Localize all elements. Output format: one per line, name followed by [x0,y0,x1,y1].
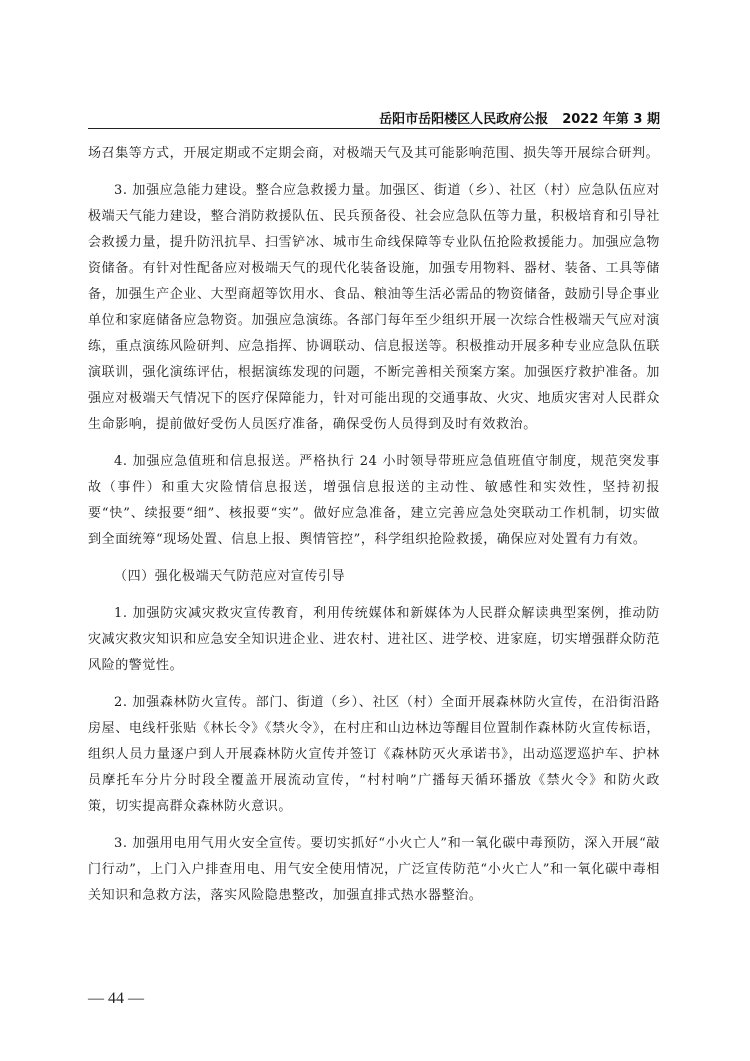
paragraph-item-4: 4. 加强应急值班和信息报送。严格执行 24 小时领导带班应急值班值守制度，规范突发事故（事件）和重大灾险情信息报送，增强信息报送的主动性、敏感性和实效性，坚持初报要“快”、续报要“细”、核报要“实”。做好应急准备，建立完善应急处突联动工作机制，切实做到全面统筹“现场处置、信息上报、舆情管控”，科学组织抢险救援，确保应对处置有力有效。 [88,454,660,547]
page-number: — 44 — [88,990,144,1007]
paragraph-subitem-2: 2. 加强森林防火宣传。部门、街道（乡）、社区（村）全面开展森林防火宣传，在沿街沿路房屋、电线杆张贴《林长令》《禁火令》，在村庄和山边林边等醒目位置制作森林防火宣传标语，组织人员力量逐户到人开展森林防火宣传并签订《森林防灭火承诺书》，出动巡逻巡护车、护林员摩托车分片分时段全覆盖开展流动宣传，“村村响”广播每天循环播放《禁火令》和防火政策，切实提高群众森林防火意识。 [88,695,660,814]
issue-number: 2022 年第 3 期 [562,112,660,127]
paragraph-subitem-3: 3. 加强用电用气用火安全宣传。要切实抓好“小火亡人”和一氧化碳中毒预防，深入开展“敲门行动”，上门入户排查用电、用气安全使用情况，广泛宣传防范“小火亡人”和一氧化碳中毒相关知识和急救方法，落实风险隐患整改，加强直排式热水器整治。 [88,836,660,903]
publication-title: 岳阳市岳阳楼区人民政府公报 [379,112,549,127]
page-header [88,108,660,127]
paragraph-item-3: 3. 加强应急能力建设。整合应急救援力量。加强区、街道（乡）、社区（村）应急队伍应对极端天气能力建设，整合消防救援队伍、民兵预备役、社会应急队伍等力量，积极培育和引导社会救援力量，提升防汛抗旱、扫雪铲冰、城市生命线保障等专业队伍抢险救援能力。加强应急物资储备。有针对性配备应对极端天气的现代化装备设施，加强专用物料、器材、装备、工具等储备，加强生产企业、大型商超等饮用水、食品、粮油等生活必需品的物资储备，鼓励引导企事业单位和家庭储备应急物资。加强应急演练。各部门每年至少组织开展一次综合性极端天气应对演练，重点演练风险研判、应急指挥、协调联动、信息报送等。积极推动开展多种专业应急队伍联演联训，强化演练评估，根据演练发现的问题，不断完善相关预案方案。加强医疗救护准备。加强应对极端天气情况下的医疗保障能力，针对可能出现的交通事故、火灾、地质灾害对人民群众生命影响，提前做好受伤人员医疗准备，确保受伤人员得到及时有效救治。 [88,183,660,432]
section-heading: （四）强化极端天气防范应对宣传引导 [114,569,346,584]
document-body [88,141,660,909]
paragraph-continuation: 场召集等方式，开展定期或不定期会商，对极端天气及其可能影响范围、损失等开展综合研判。 [88,146,660,161]
header-rule [88,128,660,129]
paragraph-subitem-1: 1. 加强防灾减灾救灾宣传教育，利用传统媒体和新媒体为人民群众解读典型案例，推动防灾减灾救灾知识和应急安全知识进企业、进农村、进社区、进学校、进家庭，切实增强群众防范风险的警觉性。 [88,606,660,673]
